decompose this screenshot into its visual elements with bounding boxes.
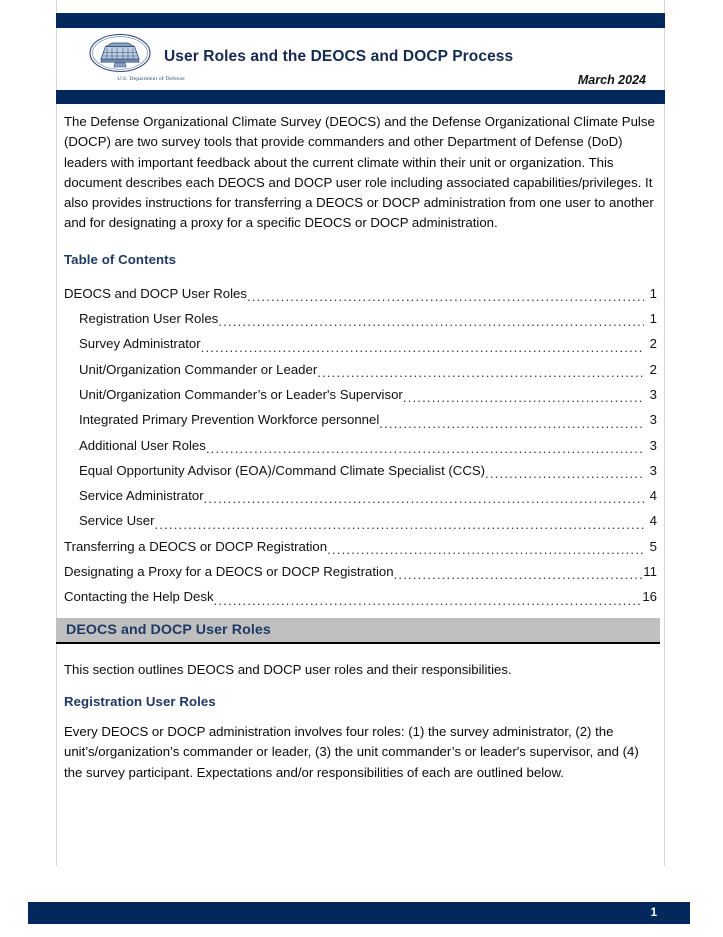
toc-entry-page-number: 4 bbox=[649, 488, 657, 504]
toc-entry-label: Contacting the Help Desk bbox=[64, 589, 214, 605]
section-heading-label: DEOCS and DOCP User Roles bbox=[66, 621, 271, 638]
toc-entry-page-number: 1 bbox=[649, 285, 657, 301]
document-footer bbox=[28, 902, 690, 924]
section-heading-bar bbox=[56, 618, 660, 644]
dod-seal-icon bbox=[85, 32, 185, 86]
document-date: March 2024 bbox=[577, 73, 646, 87]
toc-entry-page-number: 5 bbox=[649, 538, 657, 554]
toc-entry[interactable] bbox=[64, 382, 657, 407]
document-title: User Roles and the DEOCS and DOCP Process bbox=[164, 48, 514, 65]
toc-entry-label: DEOCS and DOCP User Roles bbox=[64, 285, 247, 301]
toc-entry-page-number: 11 bbox=[643, 564, 657, 580]
toc-entry[interactable] bbox=[64, 331, 657, 356]
toc-leader-dots bbox=[327, 544, 644, 555]
toc-leader-dots bbox=[204, 493, 644, 504]
subsection-paragraph: Every DEOCS or DOCP administration involves four roles: (1) the survey administrator, (2) the unit’s/organization’s commander or leader, (3) the unit commander’s or leader's supervisor, and (4) the survey participant. Expectations and/or responsibilities of each are outlined below. bbox=[64, 723, 639, 780]
toc-entry-page-number: 2 bbox=[649, 336, 657, 352]
header-bottom-rule bbox=[56, 90, 665, 104]
toc-entry[interactable] bbox=[64, 407, 657, 432]
toc-entry-label: Designating a Proxy for a DEOCS or DOCP Registration bbox=[64, 564, 394, 580]
toc-entry-label: Equal Opportunity Advisor (EOA)/Command Climate Specialist (CCS) bbox=[79, 462, 486, 478]
toc-entry-label: Additional User Roles bbox=[79, 437, 206, 453]
toc-entry[interactable] bbox=[64, 458, 657, 483]
toc-entry-page-number: 3 bbox=[649, 386, 657, 402]
toc-entry-page-number: 3 bbox=[649, 437, 657, 453]
dod-seal-caption: U.S. Department of Defense bbox=[117, 76, 185, 82]
toc-entry-label: Registration User Roles bbox=[79, 311, 219, 327]
intro-paragraph: The Defense Organizational Climate Survey (DEOCS) and the Defense Organizational Climate Pulse (DOCP) are two survey tools that provide commanders and other Department of Defense (DoD) leaders with important feedback about the current climate within their unit or organization. This document describes each DEOCS and DOCP user role including associated capabilities/privileges. It also provides instructions for transferring a DEOCS or DOCP administration from one user to another and for designating a proxy for a specific DEOCS or DOCP administration. bbox=[64, 114, 655, 231]
document-body bbox=[56, 104, 665, 783]
toc-entry[interactable] bbox=[64, 508, 657, 533]
section-intro-paragraph: This section outlines DEOCS and DOCP user roles and their responsibilities. bbox=[64, 661, 512, 677]
toc-entry-label: Service User bbox=[79, 513, 155, 529]
subsection-heading: Registration User Roles bbox=[64, 693, 216, 709]
document-header bbox=[56, 28, 665, 90]
toc-entry-label: Integrated Primary Prevention Workforce personnel bbox=[79, 412, 380, 428]
toc-entry[interactable] bbox=[64, 306, 657, 331]
toc-entry-page-number: 1 bbox=[649, 311, 657, 327]
toc-entry[interactable] bbox=[64, 433, 657, 458]
toc-entry[interactable] bbox=[64, 584, 657, 609]
toc-entry-page-number: 3 bbox=[649, 412, 657, 428]
toc-entry[interactable] bbox=[64, 483, 657, 508]
toc-leader-dots bbox=[317, 367, 644, 378]
toc-entry-label: Service Administrator bbox=[79, 488, 204, 504]
toc-leader-dots bbox=[218, 316, 644, 327]
toc-entry-label: Transferring a DEOCS or DOCP Registration bbox=[64, 538, 328, 554]
toc-leader-dots bbox=[206, 443, 644, 454]
toc-leader-dots bbox=[403, 392, 644, 403]
toc-entry-page-number: 16 bbox=[642, 589, 657, 605]
toc-entry-page-number: 2 bbox=[649, 361, 657, 377]
table-of-contents bbox=[64, 281, 657, 610]
toc-leader-dots bbox=[485, 468, 644, 479]
toc-entry-label: Unit/Organization Commander or Leader bbox=[79, 361, 318, 377]
toc-entry-label: Survey Administrator bbox=[79, 336, 201, 352]
toc-leader-dots bbox=[379, 418, 644, 429]
header-top-rule bbox=[56, 13, 665, 28]
toc-entry[interactable] bbox=[64, 281, 657, 306]
toc-leader-dots bbox=[247, 291, 644, 302]
toc-entry-page-number: 4 bbox=[649, 513, 657, 529]
toc-entry-label: Unit/Organization Commander’s or Leader's Supervisor bbox=[79, 386, 403, 402]
toc-entry[interactable] bbox=[64, 357, 657, 382]
toc-leader-dots bbox=[394, 569, 644, 580]
toc-entry-page-number: 3 bbox=[649, 462, 657, 478]
toc-entry[interactable] bbox=[64, 559, 657, 584]
toc-leader-dots bbox=[214, 595, 643, 606]
footer-page-number: 1 bbox=[650, 907, 657, 919]
toc-entry[interactable] bbox=[64, 534, 657, 559]
table-of-contents-heading: Table of Contents bbox=[64, 251, 177, 267]
toc-leader-dots bbox=[201, 342, 644, 353]
toc-leader-dots bbox=[154, 519, 644, 530]
